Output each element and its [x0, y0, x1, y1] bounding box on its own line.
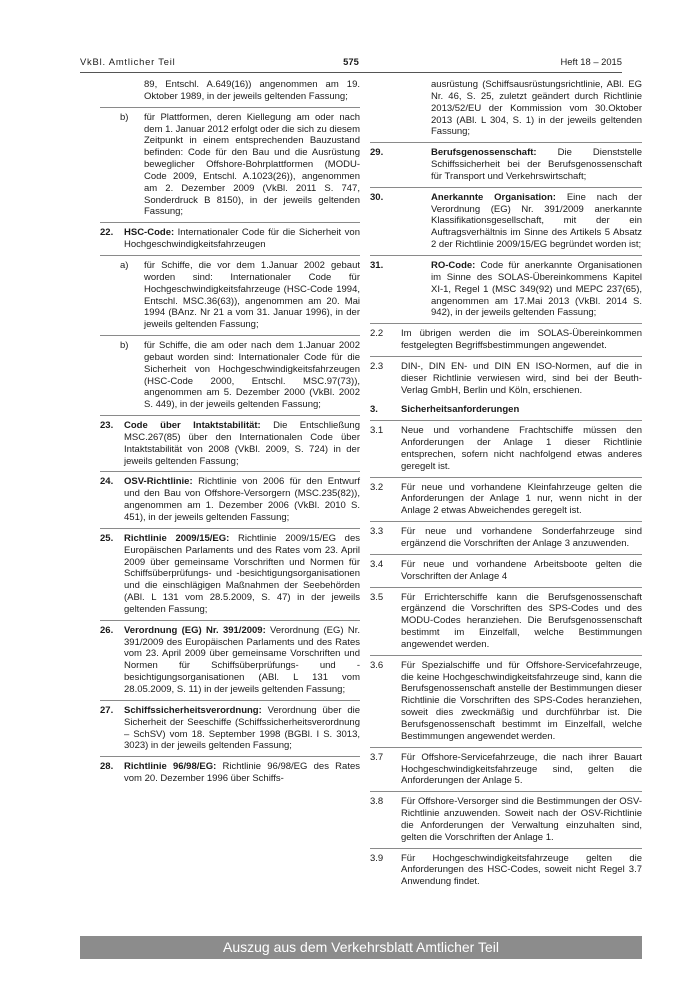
- item-text: Verordnung über die Sicherheit der Seeschiffe (Schiffssicherheitsverordnung – SchSV) vom 18. September 1998 (BGBl. I S. 3013, 3023) in der jeweils geltenden Fassung;: [124, 704, 360, 752]
- section-number: 3.4: [370, 558, 384, 570]
- item-text: Internationaler Code für die Sicherheit von Hochgeschwindigkeitsfahrzeugen: [124, 227, 360, 251]
- journal-title: VkBl. Amtlicher Teil: [80, 56, 176, 67]
- section-text: DIN-, DIN EN- und DIN EN ISO-Normen, auf die in dieser Richtlinie verwiesen wird, sind bei der Beuth-Verlag GmbH, Berlin und Köln, erschienen.: [401, 360, 642, 396]
- item-term: HSC-Code:: [124, 227, 175, 239]
- separator: [100, 471, 360, 472]
- item-27: [100, 705, 360, 752]
- section-text: Für neue und vorhandene Arbeitsboote gelten die Vorschriften der Anlage 4: [401, 558, 642, 582]
- item-text: Richtlinie von 2006 für den Entwurf und den Bau von Offshore-Versorgern (MSC.235(82)), angenommen am 1. Dezember 2006 (VkBl. 2010 S. 451), in der jeweils geltenden Fassung;: [124, 476, 360, 523]
- section-number: 3.3: [370, 526, 384, 538]
- section-text: Für neue und vorhandene Sonderfahrzeuge sind ergänzend die Vorschriften der Anlage 3 anzuwenden.: [401, 526, 642, 549]
- section-number: 3.5: [370, 591, 384, 603]
- section-number: 3.: [370, 404, 378, 416]
- spacer: [370, 396, 642, 404]
- separator: [370, 554, 642, 555]
- section-text: Für Hochgeschwindigkeitsfahrzeuge gelten die Anforderungen des HSC-Codes, soweit nicht Regel 3.7 Anwendung findet.: [401, 852, 642, 888]
- section-3-9: [370, 853, 642, 889]
- separator: [370, 477, 642, 478]
- separator: [370, 747, 642, 748]
- item-term: Richtlinie 2009/15/EG:: [124, 532, 230, 544]
- item-number: 26.: [100, 624, 114, 636]
- section-text: Für Errichterschiffe kann die Berufsgenossenschaft ergänzend die Vorschriften des SPS-Codes und des MODU-Codes heranziehen. Die Berufsgenossenschaft bestimmt im Einzelfall, welche Bestimmungen angewendet werden.: [401, 591, 642, 650]
- item-text: 89, Entschl. A.649(16)) angenommen am 19. Oktober 1989, in der jeweils geltenden Fassung;: [144, 79, 360, 102]
- separator: [370, 587, 642, 588]
- item-label: b): [120, 111, 129, 123]
- item-number: 31.: [370, 259, 384, 271]
- section-3-2: [370, 482, 642, 518]
- section-3-heading: [370, 404, 642, 416]
- item-label: b): [120, 340, 129, 352]
- item-number: 25.: [100, 532, 114, 544]
- separator: [100, 255, 360, 256]
- separator: [100, 528, 360, 529]
- section-3-5: [370, 592, 642, 651]
- item-28-continuation: [370, 79, 642, 138]
- section-number: 3.2: [370, 481, 384, 493]
- item-term: Richtlinie 96/98/EG:: [124, 761, 217, 773]
- separator: [370, 323, 642, 324]
- item-21b: [100, 112, 360, 219]
- separator: [370, 142, 642, 143]
- section-3-8: [370, 796, 642, 843]
- separator: [100, 222, 360, 223]
- separator: [370, 791, 642, 792]
- right-column: [370, 79, 642, 888]
- separator: [370, 420, 642, 421]
- item-number: 22.: [100, 227, 114, 239]
- item-term: Verordnung (EG) Nr. 391/2009:: [124, 624, 266, 636]
- section-2-3: [370, 361, 642, 397]
- item-number: 24.: [100, 476, 114, 488]
- section-text: Für neue und vorhandene Kleinfahrzeuge gelten die Anforderungen der Anlage 1 nur, wenn nicht in der Anlage 2 etwas Abweichendes geregelt ist.: [401, 481, 642, 517]
- section-3-4: [370, 559, 642, 583]
- item-number: 29.: [370, 147, 384, 159]
- item-term: Anerkannte Organisation:: [431, 191, 556, 203]
- separator: [100, 700, 360, 701]
- section-number: 2.2: [370, 328, 384, 340]
- separator: [370, 848, 642, 849]
- item-text: Die Entschließung MSC.267(85) über den Internationalen Code über Intaktstabilität von 2008 (VkBl. 2009, S. 724) in der jeweils geltenden Fassung;: [124, 420, 360, 467]
- separator: [370, 521, 642, 522]
- item-term: Code über Intaktstabilität:: [124, 420, 261, 432]
- item-31: [370, 260, 642, 319]
- separator: [370, 255, 642, 256]
- item-text: Code für anerkannte Organisationen im Sinne des SOLAS-Übereinkommens Kapitel XI-1, Regel 1 (MSC 349(92) und MEPC 237(65), angenommen am 17.Mai 2013 (VkBl. 2014 S. 942), in der jeweils geltenden Fassung;: [431, 259, 642, 319]
- section-number: 3.9: [370, 852, 384, 864]
- item-22: [100, 227, 360, 251]
- item-22a: [100, 260, 360, 331]
- item-text: Richtlinie 2009/15/EG des Europäischen Parlaments und des Rates vom 23. April 2009 über gemeinsame Vorschriften und Normen für Schiffsüberprüfungs- und -besichtigungsorganisationen und die einschlägigen Maßnahmen der Seebehörden (ABl. L 131 vom 28.5.2009, S. 47) in der jeweils geltenden Fassung;: [124, 532, 360, 615]
- section-number: 3.6: [370, 659, 384, 671]
- section-number: 3.7: [370, 751, 384, 763]
- item-text: Eine nach der Verordnung (EG) Nr. 391/2009 anerkannte Klassifikationsgesellschaft, mit der ein Auftragsverhältnis im Sinne des Artikels 5 Absatz 2 der Richtlinie 2009/15/EG begründet worden ist;: [431, 191, 642, 251]
- footer-banner: Auszug aus dem Verkehrsblatt Amtlicher Teil: [80, 936, 642, 959]
- section-text: Für Spezialschiffe und für Offshore-Servicefahrzeuge, die keine Hochgeschwindigkeitsfahrzeuge sind, kann die Berufsgenossenschaft anstelle der Bestimmungen dieser Richtlinie die Vorschriften des SPS-Codes heranziehen, soweit dies zweckmäßig und durchführbar ist. Die Berufsgenossenschaft bestimmt im Einzelfall, welche Bestimmungen angewendet werden.: [401, 659, 642, 742]
- item-text: Verordnung (EG) Nr. 391/2009 des Europäischen Parlaments und des Rates vom 23. April 2009 über gemeinsame Vorschriften und Normen für Schiffsüberprüfungs- und -besichtigungsorganisationen (ABl. L 131 vom 28.05.2009, S. 11) in der jeweils geltenden Fassung;: [124, 624, 360, 695]
- section-number: 3.1: [370, 425, 384, 437]
- section-number: 2.3: [370, 360, 384, 372]
- item-text: für Plattformen, deren Kiellegung am oder nach dem 1. Januar 2012 erfolgt oder die sich zu diesem Zeitpunkt in einem entsprechenden Bauzustand befinden: Code für den Bau und die Ausrüstung beweglicher Offshore-Bohrplattformen (MODU-Code 2009, Entschl. A.1023(26)), angenommen am 2. Dezember 2009 (VkBl. 2011 S. 747, Sonderdruck B 8150), in der jeweils geltenden Fassung;: [144, 111, 360, 218]
- item-text: ausrüstung (Schiffsausrüstungsrichtlinie, ABl. EG Nr. 46, S. 25, zuletzt geändert durch Richtlinie 2013/52/EU der Kommission vom 30.Oktober 2013 (ABl. L 304, S. 1) in der jeweils geltenden Fassung;: [431, 79, 642, 138]
- section-title: Sicherheitsanforderungen: [401, 404, 520, 416]
- item-text: Richtlinie 96/98/EG des Rates vom 20. Dezember 1996 über Schiffs-: [124, 761, 360, 785]
- section-3-7: [370, 752, 642, 788]
- item-number: 27.: [100, 704, 114, 716]
- section-3-1: [370, 425, 642, 472]
- section-text: Neue und vorhandene Frachtschiffe müssen den Anforderungen der Anlage 1 dieser Richtlinie entsprechen, sofern nicht nachfolgend etwas anderes geregelt ist.: [401, 425, 642, 472]
- section-2-2: [370, 328, 642, 352]
- item-term: Berufsgenossenschaft:: [431, 147, 537, 159]
- separator: [100, 415, 360, 416]
- item-24: [100, 476, 360, 523]
- section-3-3: [370, 526, 642, 550]
- item-term: OSV-Richtlinie:: [124, 476, 193, 488]
- section-text: Im übrigen werden die im SOLAS-Übereinkommen festgelegten Begriffsbestimmungen angewendet.: [401, 328, 642, 352]
- issue-number: Heft 18 – 2015: [560, 56, 622, 67]
- separator: [370, 187, 642, 188]
- separator: [100, 620, 360, 621]
- separator: [370, 655, 642, 656]
- separator: [370, 356, 642, 357]
- separator: [100, 107, 360, 108]
- section-number: 3.8: [370, 796, 384, 808]
- separator: [100, 335, 360, 336]
- item-21a-continuation: [100, 79, 360, 103]
- item-23: [100, 420, 360, 467]
- left-column: [100, 79, 360, 785]
- item-number: 23.: [100, 420, 114, 432]
- item-number: 28.: [100, 761, 114, 773]
- item-number: 30.: [370, 191, 384, 203]
- section-3-6: [370, 660, 642, 743]
- section-text: Für Offshore-Servicefahrzeuge, die nach ihrer Bauart Hochgeschwindigkeitsfahrzeuge sind, gelten die Anforderungen der Anlage 5.: [401, 751, 642, 787]
- item-25: [100, 533, 360, 616]
- item-28: [100, 761, 360, 785]
- page-header: [80, 56, 622, 70]
- item-text: für Schiffe, die am oder nach dem 1.Januar 2002 gebaut worden sind: Internationaler Code für die Sicherheit von Hochgeschwindigkeitsfahrzeugen (HSC-Code 2000, Entschl. MSC.97(73)), angenommen am 5. Dezember 2000 (VkBl. 2002 S. 449), in der jeweils geltenden Fassung;: [144, 340, 360, 411]
- item-text: Die Dienststelle Schiffssicherheit bei der Berufsgenossenschaft für Transport und Verkehrswirtschaft;: [431, 147, 642, 182]
- item-29: [370, 147, 642, 183]
- item-22b: [100, 340, 360, 411]
- item-term: RO-Code:: [431, 259, 476, 271]
- item-text: für Schiffe, die vor dem 1.Januar 2002 gebaut worden sind: Internationaler Code für Hochgeschwindigkeitsfahrzeuge (HSC-Code 1994, Entschl. MSC.36(63)), angenommen am 20. Mai 1994 (BAnz. Nr 21 a vom 31. Januar 1996), in der jeweils geltenden Fassung;: [144, 259, 360, 331]
- header-rule: [80, 72, 622, 73]
- page-number: 575: [343, 56, 359, 67]
- item-label: a): [120, 259, 129, 271]
- item-30: [370, 192, 642, 251]
- item-26: [100, 625, 360, 696]
- section-text: Für Offshore-Versorger sind die Bestimmungen der OSV-Richtlinie anzuwenden. Soweit nach der OSV-Richtlinie die Anforderungen der Verwaltung einzuhalten sind, gelten die Vorschriften der Anlage 1.: [401, 796, 642, 843]
- separator: [100, 756, 360, 757]
- item-term: Schiffssicherheitsverordnung:: [124, 704, 262, 716]
